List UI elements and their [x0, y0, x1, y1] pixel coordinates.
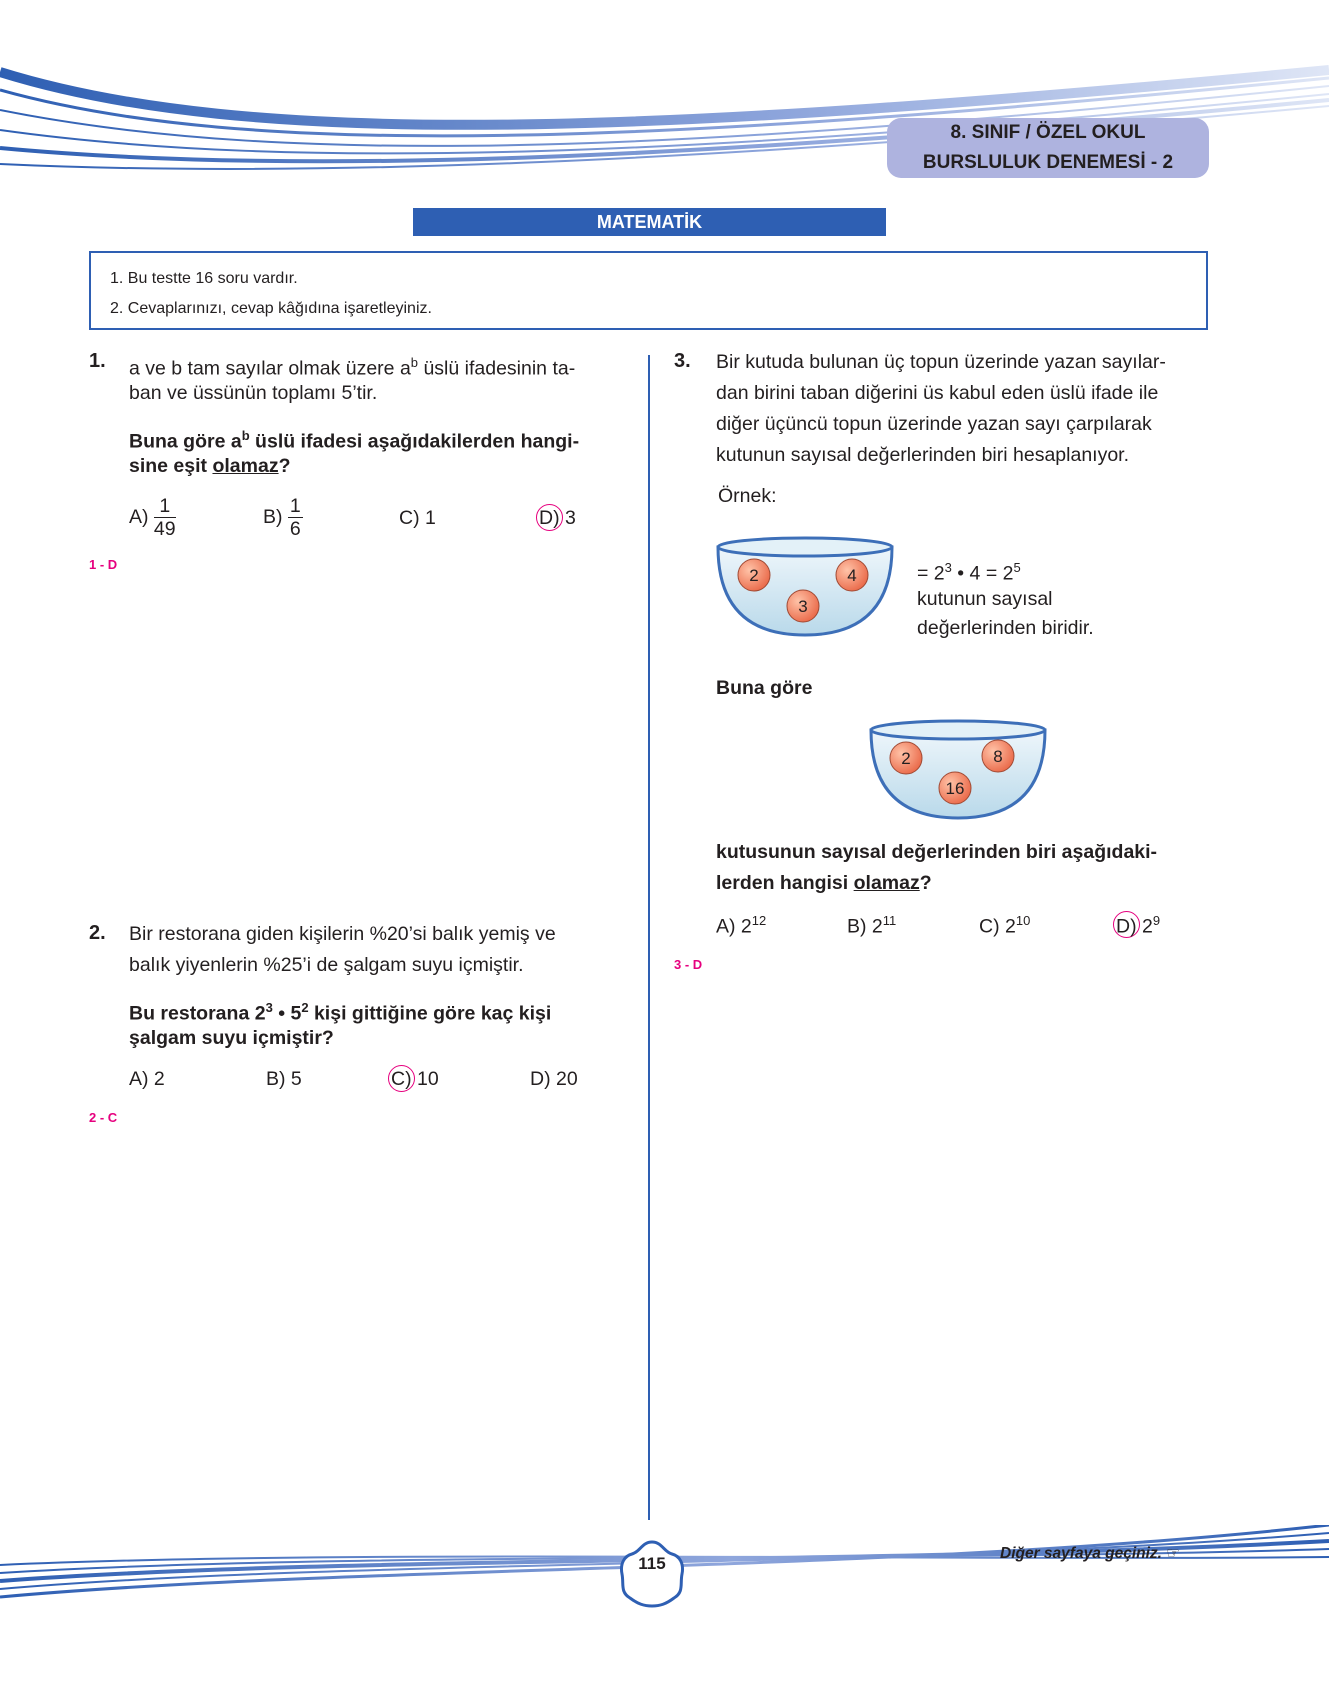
ball — [787, 590, 819, 622]
svg-text:16: 16 — [945, 779, 965, 798]
question-3-text-line4: kutunun sayısal değerlerinden biri hesaplanıyor. — [716, 444, 1130, 466]
svg-text:4: 4 — [847, 566, 857, 585]
question-2-prompt-line2: şalgam suyu içmiştir? — [129, 1027, 334, 1049]
example-bowl-illustration — [714, 535, 896, 640]
question-3-option-a[interactable]: A) $2^{12}$ — [716, 913, 767, 938]
question-1-option-c[interactable]: C) 1 — [399, 507, 436, 529]
svg-text:8: 8 — [993, 747, 1003, 766]
example-equation: = $2^3$ • $4 = 2^5$ — [917, 560, 1021, 585]
question-3-answer-key: 3 - D — [674, 957, 703, 972]
question-2-text-line2: balık yiyenlerin %25’i de şalgam suyu içmiştir. — [129, 954, 524, 976]
exam-name-label: BURSLULUK DENEMESİ - 2 — [922, 152, 1174, 173]
question-2-prompt-line1: Bu restorana $2^3$ • $5^2$ kişi gittiğine göre kaç kişi — [129, 1000, 552, 1025]
column-divider — [648, 355, 650, 1520]
question-2-option-c[interactable]: C) 10 — [391, 1068, 439, 1090]
question-2-number: 2. — [89, 922, 106, 944]
svg-text:2: 2 — [901, 749, 911, 768]
question-bowl-illustration — [867, 718, 1049, 823]
subject-title: MATEMATİK — [413, 208, 886, 236]
question-2-text-line1: Bir restorana giden kişilerin %20’si balık yemiş ve — [129, 923, 556, 945]
next-page-note: Diğer sayfaya geçiniz. ☞ — [1000, 1545, 1181, 1562]
buna-gore-label: Buna göre — [716, 677, 813, 699]
question-1-option-b[interactable]: B) $\frac{1}{6}$ — [263, 495, 301, 540]
question-1-option-a[interactable]: A) $\frac{1}{49}$ — [129, 495, 176, 540]
instruction-item: 1. Bu testte 16 soru vardır. — [110, 270, 298, 287]
question-1-prompt-line2: sine eşit olamaz? — [129, 455, 291, 477]
question-2-option-b[interactable]: B) 5 — [266, 1068, 302, 1090]
question-3-prompt-line1: kutusunun sayısal değerlerinden biri aşağıdaki- — [716, 841, 1158, 863]
question-1-text-line1: a ve b tam sayılar olmak üzere $a^b$ üslü ifadesinin ta- — [129, 355, 576, 380]
question-3-text-line2: dan birini taban diğerini üs kabul eden üslü ifade ile — [716, 382, 1159, 404]
question-1-option-d[interactable]: D) 3 — [539, 507, 576, 529]
fraction: $\frac{1}{49}$ — [153, 495, 176, 540]
page-number: 115 — [638, 1554, 666, 1573]
question-3-option-d[interactable]: D) $2^9$ — [1116, 913, 1161, 938]
instructions-box — [89, 251, 1208, 330]
fraction: $\frac{1}{6}$ — [289, 495, 301, 540]
ball — [836, 559, 868, 591]
question-3-prompt-line2: lerden hangisi olamaz? — [716, 872, 932, 894]
exam-title-badge — [887, 118, 1209, 178]
question-2-answer-key: 2 - C — [89, 1110, 118, 1125]
svg-text:3: 3 — [798, 597, 808, 616]
question-1-answer-key: 1 - D — [89, 557, 118, 572]
ball — [890, 742, 922, 774]
question-3-option-c[interactable]: C) $2^{10}$ — [979, 913, 1031, 938]
ball — [939, 772, 971, 804]
exam-grade-label: 8. SINIF / ÖZEL OKUL — [950, 122, 1146, 143]
ball — [982, 740, 1014, 772]
svg-text:2: 2 — [749, 566, 759, 585]
page-number-badge — [616, 1538, 688, 1610]
question-1-number: 1. — [89, 350, 106, 372]
question-1-prompt-line1: Buna göre $a^b$ üslü ifadesi aşağıdakilerden hangi- — [129, 428, 580, 453]
example-note-line2: değerlerinden biridir. — [917, 617, 1094, 639]
instruction-item: 2. Cevaplarınızı, cevap kâğıdına işaretleyiniz. — [110, 300, 432, 317]
question-3-text-line1: Bir kutuda bulunan üç topun üzerinde yazan sayılar- — [716, 351, 1166, 373]
question-1-text-line2: ban ve üssünün toplamı 5’tir. — [129, 382, 378, 404]
question-2-option-d[interactable]: D) 20 — [530, 1068, 578, 1090]
example-label: Örnek: — [718, 485, 777, 507]
pointing-hand-icon: ☞ — [1166, 1545, 1181, 1562]
question-3-text-line3: diğer üçüncü topun üzerinde yazan sayı çarpılarak — [716, 413, 1152, 435]
question-2-option-a[interactable]: A) 2 — [129, 1068, 165, 1090]
ball — [738, 559, 770, 591]
example-note-line1: kutunun sayısal — [917, 588, 1053, 610]
question-3-number: 3. — [674, 350, 691, 372]
question-3-option-b[interactable]: B) $2^{11}$ — [847, 913, 897, 938]
